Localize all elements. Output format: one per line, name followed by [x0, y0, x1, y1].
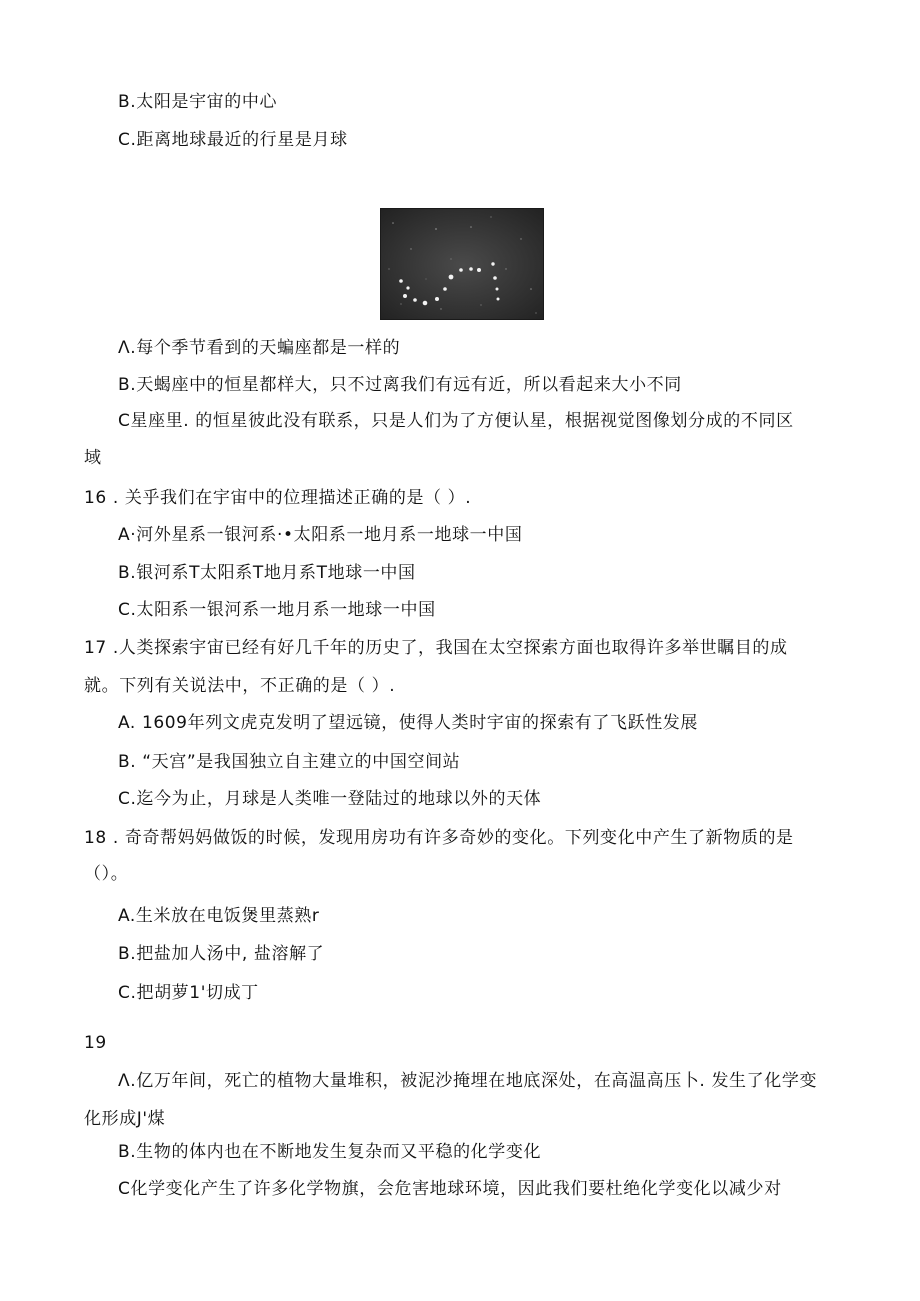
q18-option-b: B.把盐加人汤中, 盐溶解了: [118, 944, 325, 964]
q16-option-a: A·河外星系一银河系·•太阳系一地月系一地球一中国: [118, 525, 523, 545]
q17-option-a: A. 1609年列文虎克发明了望远镜，使得人类时宇宙的探索有了飞跃性发展: [118, 713, 699, 733]
option-b-top: B.太阳是宇宙的中心: [118, 92, 278, 112]
q19-option-b: B.生物的体内也在不断地发生复杂而又平稳的化学变化: [118, 1142, 542, 1162]
q19-option-a-line1: Λ.亿万年间，死亡的植物大量堆积，被泥沙掩埋在地底深处，在高温高压卜. 发生了化学变: [118, 1071, 818, 1091]
q16-option-b: B.银河系T太阳系T地月系T地球一中国: [118, 563, 416, 583]
q19-number: 19: [84, 1033, 107, 1053]
q18-stem-line2: （）。: [84, 864, 129, 884]
q18-stem-line1: 18 . 奇奇帮妈妈做饭的时候，发现用房功有许多奇妙的变化。下列变化中产生了新物质的是: [84, 828, 794, 848]
scorpius-constellation-photo: [380, 208, 544, 320]
constellation-svg: [381, 209, 544, 320]
q16-option-c: C.太阳系一银河系一地月系一地球一中国: [118, 600, 436, 620]
q17-stem-line2: 就。下列有关说法中，不正确的是（ ）.: [84, 676, 396, 696]
q16-stem: 16 . 关乎我们在宇宙中的位理描述正确的是（ ）.: [84, 488, 472, 508]
q15-option-b: B.天蝎座中的恒星都样大，只不过离我们有远有近，所以看起来大小不同: [118, 375, 682, 395]
q17-option-c: C.迄今为止，月球是人类唯一登陆过的地球以外的天体: [118, 789, 542, 809]
q17-stem-line1: 17 .人类探索宇宙已经有好几千年的历史了，我国在太空探索方面也取得许多举世瞩目的成: [84, 638, 788, 658]
option-c-top: C.距离地球最近的行星是月球: [118, 130, 348, 150]
q15-option-c-line2: 域: [84, 448, 102, 468]
q15-option-a: Λ.每个季节看到的天蝙座都是一样的: [118, 338, 401, 358]
q19-option-a-line2: 化形成J'煤: [84, 1109, 166, 1129]
q19-option-c: C化学变化产生了许多化学物旗，会危害地球环境，因此我们要杜绝化学变化以减少对: [118, 1179, 782, 1199]
q18-option-c: C.把胡萝1'切成丁: [118, 983, 259, 1003]
q18-option-a: A.生米放在电饭煲里蒸熟r: [118, 906, 320, 926]
q17-option-b: B. “天宫”是我国独立自主建立的中国空间站: [118, 752, 461, 772]
q15-option-c-line1: C星座里. 的恒星彼此没有联系，只是人们为了方便认星，根据视觉图像划分成的不同区: [118, 411, 794, 431]
